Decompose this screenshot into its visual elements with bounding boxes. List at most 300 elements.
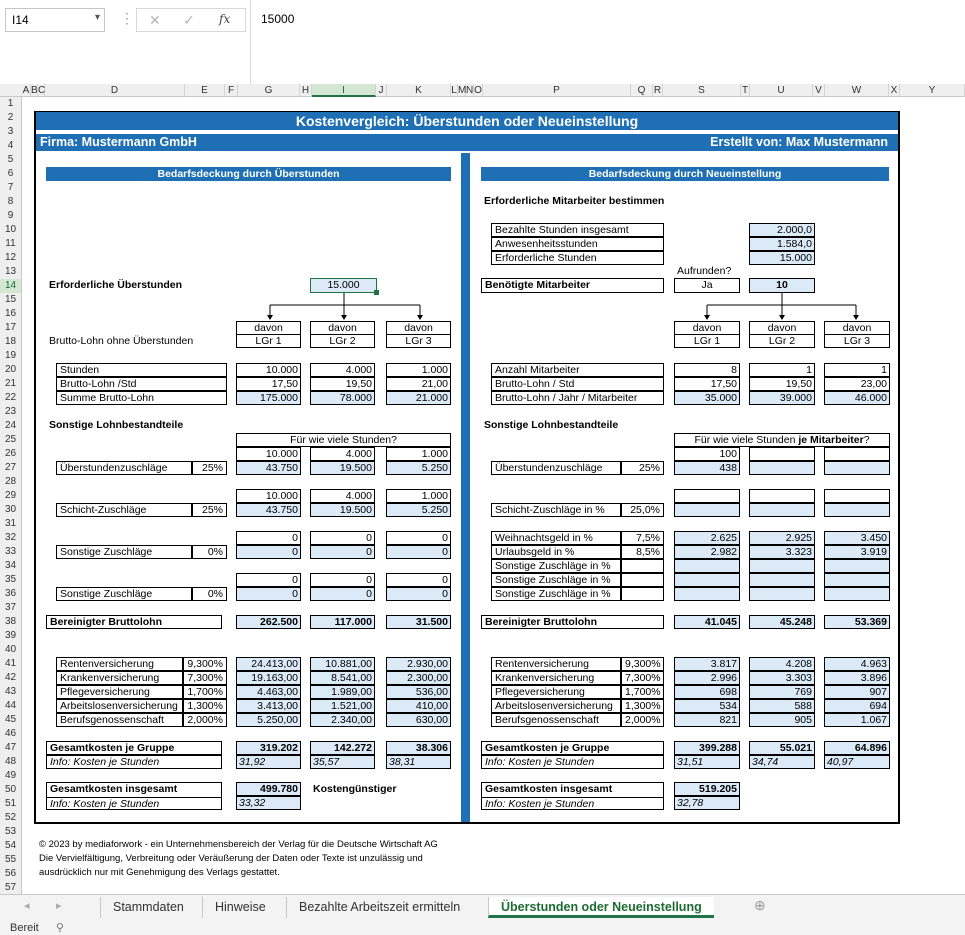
row-header-33[interactable]: 33 (4, 546, 17, 557)
row-header-28[interactable]: 28 (4, 476, 17, 487)
right-extra-pct-1[interactable]: 7,5% (621, 531, 664, 545)
required-overtime-cell[interactable]: 15.000 (310, 278, 377, 293)
row-header-57[interactable]: 57 (4, 882, 17, 893)
row-header-22[interactable]: 22 (4, 392, 17, 403)
left-zuschlag-value-2-1: 43.750 (236, 503, 301, 517)
left-base-value-2-3: 21,00 (386, 377, 451, 391)
column-header-j[interactable]: J (376, 84, 387, 97)
worksheet[interactable] (22, 97, 965, 894)
column-header-l[interactable]: L (451, 85, 457, 96)
left-group-total-3: 38.306 (386, 741, 451, 755)
right-extra-value-5-3 (824, 587, 890, 601)
right-extra-pct-4[interactable] (621, 573, 664, 587)
left-insurance-value-4-2: 1.521,00 (310, 699, 375, 713)
right-extra-value-3-2 (749, 559, 815, 573)
right-insurance-value-5-1: 821 (674, 713, 740, 727)
left-group-davon-3: davon (386, 321, 451, 335)
status-text: Bereit (10, 922, 39, 934)
left-insurance-value-1-3: 2.930,00 (386, 657, 451, 671)
left-base-label-3: Summe Brutto-Lohn (56, 391, 227, 405)
right-extra-value-1-3: 3.450 (824, 531, 890, 545)
right-group-info-1: 31,51 (674, 755, 740, 769)
row-header-24[interactable]: 24 (4, 420, 17, 431)
left-zuschlag-label-2: Schicht-Zuschläge (56, 503, 192, 517)
left-zuschlag-value-4-1: 0 (236, 587, 301, 601)
left-group-name-1: LGr 1 (236, 334, 301, 348)
row-header-46[interactable]: 46 (4, 728, 17, 739)
right-ueber-pct[interactable]: 25% (621, 461, 664, 475)
required-overtime-label: Erforderliche Überstunden (49, 279, 183, 291)
right-insurance-value-4-3: 694 (824, 699, 890, 713)
right-insurance-label-5: Berufsgenossenschaft (491, 713, 621, 727)
row-header-52[interactable]: 52 (4, 812, 17, 823)
right-extra-pct-3[interactable] (621, 559, 664, 573)
left-zuschlag-value-3-3: 0 (386, 545, 451, 559)
right-total-info-label: Info: Kosten je Stunden (482, 797, 663, 811)
right-calc-label-1: Bezahlte Stunden insgesamt (491, 223, 664, 237)
column-header-u[interactable]: U (750, 84, 813, 97)
right-total-info-value: 32,78 (674, 796, 740, 810)
column-header-r[interactable]: R (653, 85, 662, 96)
right-extra-pct-2[interactable]: 8,5% (621, 545, 664, 559)
row-header-10[interactable]: 10 (4, 224, 17, 235)
row-header-16[interactable]: 16 (4, 308, 17, 319)
row-header-1[interactable]: 1 (7, 98, 14, 109)
copyright-line-2: Die Vervielfältigung, Verbreitung oder Veräußerung der Daten oder Texte ist unzulässig und (39, 853, 423, 864)
left-insurance-value-2-1: 19.163,00 (236, 671, 301, 685)
right-group-info-3: 40,97 (824, 755, 890, 769)
left-total-box (46, 782, 222, 810)
left-zuschlag-hours-4-1: 0 (236, 573, 301, 587)
left-zuschlag-value-2-2: 19.500 (310, 503, 375, 517)
formula-tools (136, 8, 246, 32)
column-header-o[interactable]: O (474, 85, 482, 96)
left-total-info-label: Info: Kosten je Stunden (47, 797, 221, 811)
right-extra-value-2-3: 3.919 (824, 545, 890, 559)
left-zuschlag-hours-3-2: 0 (310, 531, 375, 545)
row-header-19[interactable]: 19 (4, 350, 17, 361)
row-header-48[interactable]: 48 (4, 756, 17, 767)
tab-ueberstunden-neueinstellung[interactable]: Überstunden oder Neueinstellung (488, 897, 714, 918)
column-header-t[interactable]: T (741, 85, 749, 96)
right-insurance-label-1: Rentenversicherung (491, 657, 621, 671)
row-header-27[interactable]: 27 (4, 462, 17, 473)
column-header-m[interactable]: M (458, 85, 467, 96)
row-header-44[interactable]: 44 (4, 700, 17, 711)
right-insurance-pct-4[interactable]: 1,300% (621, 699, 664, 713)
right-base-label-2: Brutto-Lohn / Std (491, 377, 664, 391)
tab-stammdaten[interactable]: Stammdaten (100, 897, 196, 918)
right-adjusted-gross-value-1: 41.045 (674, 615, 740, 629)
left-zuschlag-hours-2-3: 1.000 (386, 489, 451, 503)
column-header-d[interactable]: D (45, 84, 185, 97)
right-group-total-label: Gesamtkosten je Gruppe (481, 741, 664, 755)
left-group-info-label: Info: Kosten je Stunden (46, 755, 222, 769)
right-calc-label-2: Anwesenheitsstunden (491, 237, 664, 251)
column-header-s[interactable]: S (663, 84, 741, 97)
left-insurance-pct-3[interactable]: 1,700% (183, 685, 227, 699)
left-zuschlag-hours-4-3: 0 (386, 573, 451, 587)
left-insurance-value-1-2: 10.881,00 (310, 657, 375, 671)
right-schicht-hours-2 (749, 489, 815, 503)
right-calc-label-3: Erforderliche Stunden (491, 251, 664, 265)
row-header-54[interactable]: 54 (4, 840, 17, 851)
right-group-name-1: LGr 1 (674, 334, 740, 348)
row-header-42[interactable]: 42 (4, 672, 17, 683)
left-base-value-2-2: 19,50 (310, 377, 375, 391)
right-adjusted-gross-value-2: 45.248 (749, 615, 815, 629)
row-header-8[interactable]: 8 (7, 196, 14, 207)
row-header-35[interactable]: 35 (4, 574, 17, 585)
column-header-v[interactable]: V (813, 84, 825, 97)
hours-header-part1: Für wie viele Stunden (694, 434, 799, 446)
left-insurance-pct-2[interactable]: 7,300% (183, 671, 227, 685)
add-sheet-icon[interactable]: ⊕ (754, 897, 766, 913)
left-zuschlag-pct-2[interactable]: 25% (192, 503, 227, 517)
column-header-e[interactable]: E (185, 84, 225, 97)
right-insurance-label-4: Arbeitslosenversicherung (491, 699, 621, 713)
right-total-value: 519.205 (674, 782, 740, 796)
right-extra-value-4-1 (674, 573, 740, 587)
column-header-c[interactable]: C (38, 85, 46, 96)
row-header-9[interactable]: 9 (7, 210, 14, 221)
left-insurance-value-3-3: 536,00 (386, 685, 451, 699)
left-zuschlag-value-1-3: 5.250 (386, 461, 451, 475)
right-base-value-2-2: 19,50 (749, 377, 815, 391)
column-header-f[interactable]: F (225, 84, 238, 97)
right-other-components-title: Sonstige Lohnbestandteile (484, 419, 619, 431)
left-zuschlag-pct-4[interactable]: 0% (192, 587, 227, 601)
left-insurance-value-4-3: 410,00 (386, 699, 451, 713)
left-adjusted-gross-value-3: 31.500 (386, 615, 451, 629)
left-insurance-pct-1[interactable]: 9,300% (183, 657, 227, 671)
company-bar (36, 134, 898, 151)
right-extra-value-4-3 (824, 573, 890, 587)
left-insurance-value-5-2: 2.340,00 (310, 713, 375, 727)
row-header-30[interactable]: 30 (4, 504, 17, 515)
row-header-13[interactable]: 13 (4, 266, 17, 277)
left-group-total-1: 319.202 (236, 741, 301, 755)
right-extra-pct-5[interactable] (621, 587, 664, 601)
formula-bar (0, 0, 965, 84)
left-insurance-value-3-1: 4.463,00 (236, 685, 301, 699)
column-header-b[interactable]: B (31, 85, 38, 96)
left-insurance-value-5-1: 5.250,00 (236, 713, 301, 727)
row-header-40[interactable]: 40 (4, 644, 17, 655)
left-zuschlag-value-3-2: 0 (310, 545, 375, 559)
right-insurance-value-5-2: 905 (749, 713, 815, 727)
left-zuschlag-value-3-1: 0 (236, 545, 301, 559)
left-zuschlag-label-4: Sonstige Zuschläge (56, 587, 192, 601)
right-insurance-value-1-1: 3.817 (674, 657, 740, 671)
left-zuschlag-hours-1-1: 10.000 (236, 447, 301, 461)
right-ueber-hours-1: 100 (674, 447, 740, 461)
hours-header-part3: ? (863, 434, 870, 446)
for-how-many-hours-per-employee-header (674, 433, 890, 447)
left-base-value-3-2: 78.000 (310, 391, 375, 405)
right-insurance-pct-2[interactable]: 7,300% (621, 671, 664, 685)
column-header-a[interactable]: A (22, 85, 30, 96)
column-header-g[interactable]: G (238, 84, 300, 97)
right-extra-value-1-1: 2.625 (674, 531, 740, 545)
right-extra-value-4-2 (749, 573, 815, 587)
brutto-without-overtime-label: Brutto-Lohn ohne Überstunden (49, 335, 194, 347)
right-ueber-hours-2 (749, 447, 815, 461)
right-insurance-value-4-2: 588 (749, 699, 815, 713)
accessibility-icon[interactable]: ⚲ (55, 922, 64, 934)
left-insurance-value-1-1: 24.413,00 (236, 657, 301, 671)
row-header-7[interactable]: 7 (7, 182, 14, 193)
left-insurance-label-2: Krankenversicherung (56, 671, 183, 685)
row-header-39[interactable]: 39 (4, 630, 17, 641)
row-header-17[interactable]: 17 (4, 322, 17, 333)
right-adjusted-gross-value-3: 53.369 (824, 615, 890, 629)
left-insurance-value-3-2: 1.989,00 (310, 685, 375, 699)
right-group-info-label: Info: Kosten je Stunden (481, 755, 664, 769)
formula-value: 15000 (261, 12, 295, 26)
sheet-tabs (0, 894, 965, 919)
row-header-43[interactable]: 43 (4, 686, 17, 697)
left-zuschlag-hours-1-2: 4.000 (310, 447, 375, 461)
column-header-x[interactable]: X (889, 84, 900, 97)
left-insurance-label-1: Rentenversicherung (56, 657, 183, 671)
right-base-value-1-3: 1 (824, 363, 890, 377)
right-insurance-value-1-2: 4.208 (749, 657, 815, 671)
left-zuschlag-hours-3-1: 0 (236, 531, 301, 545)
right-insurance-value-3-2: 769 (749, 685, 815, 699)
section-divider (461, 153, 470, 822)
right-insurance-label-3: Pflegeversicherung (491, 685, 621, 699)
needed-employees-box (481, 278, 664, 293)
right-insurance-value-2-1: 2.996 (674, 671, 740, 685)
right-extra-label-5: Sonstige Zuschläge in % (491, 587, 621, 601)
row-header-12[interactable]: 12 (4, 252, 17, 263)
left-group-info-3: 38,31 (386, 755, 451, 769)
column-header-w[interactable]: W (825, 84, 889, 97)
left-insurance-pct-4[interactable]: 1,300% (183, 699, 227, 713)
right-base-label-1: Anzahl Mitarbeiter (491, 363, 664, 377)
right-extra-value-5-2 (749, 587, 815, 601)
right-ueber-value-1: 438 (674, 461, 740, 475)
right-base-value-3-2: 39.000 (749, 391, 815, 405)
left-adjusted-gross-value-1: 262.500 (236, 615, 301, 629)
left-zuschlag-pct-3[interactable]: 0% (192, 545, 227, 559)
left-base-label-2: Brutto-Lohn /Std (56, 377, 227, 391)
right-group-total-3: 64.896 (824, 741, 890, 755)
status-bar (0, 919, 965, 935)
left-base-value-1-1: 10.000 (236, 363, 301, 377)
left-adjusted-gross-label: Bereinigter Bruttolohn (46, 615, 222, 629)
row-header-34[interactable]: 34 (4, 560, 17, 571)
insert-function-icon[interactable]: fx (219, 12, 231, 26)
column-header-k[interactable]: K (387, 84, 451, 97)
copyright-line-1: © 2023 by mediaforwork - ein Unternehmensbereich der Verlag für die Deutsche Wirtschaft AG (39, 839, 438, 850)
needed-employees-label: Benötigte Mitarbeiter (485, 279, 591, 291)
row-header-49[interactable]: 49 (4, 770, 17, 781)
left-zuschlag-hours-1-3: 1.000 (386, 447, 451, 461)
left-insurance-label-3: Pflegeversicherung (56, 685, 183, 699)
needed-employees-value: 10 (749, 278, 815, 293)
row-header-21[interactable]: 21 (4, 378, 17, 389)
row-headers (0, 97, 22, 894)
left-group-info-2: 35,57 (310, 755, 375, 769)
left-insurance-value-2-3: 2.300,00 (386, 671, 451, 685)
tab-bezahlte-arbeitszeit[interactable]: Bezahlte Arbeitszeit ermitteln (286, 897, 472, 918)
left-group-total-2: 142.272 (310, 741, 375, 755)
row-header-23[interactable]: 23 (4, 406, 17, 417)
left-section-header: Bedarfsdeckung durch Überstunden (46, 167, 451, 181)
row-header-37[interactable]: 37 (4, 602, 17, 613)
right-insurance-value-1-3: 4.963 (824, 657, 890, 671)
row-header-36[interactable]: 36 (4, 588, 17, 599)
left-base-value-2-1: 17,50 (236, 377, 301, 391)
tab-hinweise[interactable]: Hinweise (202, 897, 278, 918)
row-header-5[interactable]: 5 (7, 154, 14, 165)
right-extra-value-5-1 (674, 587, 740, 601)
right-group-davon-2: davon (749, 321, 815, 335)
right-group-davon-1: davon (674, 321, 740, 335)
right-extra-label-1: Weihnachtsgeld in % (491, 531, 621, 545)
right-total-label: Gesamtkosten insgesamt (485, 783, 613, 795)
left-insurance-pct-5[interactable]: 2,000% (183, 713, 227, 727)
right-schicht-label: Schicht-Zuschläge in % (491, 503, 621, 517)
column-header-p[interactable]: P (483, 84, 631, 97)
left-zuschlag-value-4-3: 0 (386, 587, 451, 601)
right-ueber-value-2 (749, 461, 815, 475)
column-header-q[interactable]: Q (631, 84, 653, 97)
right-schicht-hours-3 (824, 489, 890, 503)
left-zuschlag-pct-1[interactable]: 25% (192, 461, 227, 475)
chevron-down-icon[interactable]: ▾ (94, 12, 100, 23)
row-header-20[interactable]: 20 (4, 364, 17, 375)
round-up-label: Aufrunden? (677, 265, 732, 277)
left-insurance-label-4: Arbeitslosenversicherung (56, 699, 183, 713)
row-header-32[interactable]: 32 (4, 532, 17, 543)
formula-input[interactable] (250, 0, 965, 84)
left-zuschlag-value-1-1: 43.750 (236, 461, 301, 475)
row-header-31[interactable]: 31 (4, 518, 17, 529)
cancel-icon[interactable]: ✕ (149, 12, 161, 28)
right-extra-value-2-1: 2.982 (674, 545, 740, 559)
row-header-3[interactable]: 3 (7, 126, 14, 137)
cheaper-label: Kostengünstiger (313, 783, 397, 795)
right-group-total-2: 55.021 (749, 741, 815, 755)
right-schicht-value-2 (749, 503, 815, 517)
right-group-davon-3: davon (824, 321, 890, 335)
row-header-50[interactable]: 50 (4, 784, 17, 795)
right-insurance-value-3-3: 907 (824, 685, 890, 699)
column-header-i[interactable]: I (312, 84, 376, 97)
row-header-38[interactable]: 38 (4, 616, 17, 627)
row-header-29[interactable]: 29 (4, 490, 17, 501)
right-insurance-pct-5[interactable]: 2,000% (621, 713, 664, 727)
left-insurance-value-2-2: 8.541,00 (310, 671, 375, 685)
right-extra-label-4: Sonstige Zuschläge in % (491, 573, 621, 587)
left-zuschlag-hours-2-2: 4.000 (310, 489, 375, 503)
right-base-value-2-1: 17,50 (674, 377, 740, 391)
right-distribution-arrows (662, 293, 902, 323)
column-header-y[interactable]: Y (900, 84, 965, 97)
right-base-value-1-2: 1 (749, 363, 815, 377)
left-zuschlag-value-1-2: 19.500 (310, 461, 375, 475)
right-insurance-label-2: Krankenversicherung (491, 671, 621, 685)
row-header-55[interactable]: 55 (4, 854, 17, 865)
right-calc-value-1: 2.000,0 (749, 223, 815, 237)
row-header-25[interactable]: 25 (4, 434, 17, 445)
for-how-many-hours-header: Für wie viele Stunden? (236, 433, 451, 447)
row-header-4[interactable]: 4 (7, 140, 14, 151)
name-box[interactable] (5, 8, 105, 32)
right-extra-value-3-1 (674, 559, 740, 573)
left-zuschlag-value-2-3: 5.250 (386, 503, 451, 517)
scroll-right-icon[interactable]: ▸ (56, 900, 62, 912)
right-calc-value-3: 15.000 (749, 251, 815, 265)
left-insurance-value-5-3: 630,00 (386, 713, 451, 727)
column-headers (0, 84, 965, 97)
row-header-6[interactable]: 6 (7, 168, 14, 179)
required-employees-title: Erforderliche Mitarbeiter bestimmen (484, 195, 665, 207)
row-header-47[interactable]: 47 (4, 742, 17, 753)
page-title: Kostenvergleich: Überstunden oder Neueinstellung (36, 112, 898, 130)
left-group-name-3: LGr 3 (386, 334, 451, 348)
right-insurance-value-2-3: 3.896 (824, 671, 890, 685)
row-header-56[interactable]: 56 (4, 868, 17, 879)
row-header-15[interactable]: 15 (4, 294, 17, 305)
right-base-label-3: Brutto-Lohn / Jahr / Mitarbeiter (491, 391, 664, 405)
left-base-label-1: Stunden (56, 363, 227, 377)
right-base-value-3-3: 46.000 (824, 391, 890, 405)
left-zuschlag-value-4-2: 0 (310, 587, 375, 601)
right-group-total-1: 399.288 (674, 741, 740, 755)
left-insurance-value-4-1: 3.413,00 (236, 699, 301, 713)
row-header-53[interactable]: 53 (4, 826, 17, 837)
right-ueber-value-3 (824, 461, 890, 475)
left-group-davon-1: davon (236, 321, 301, 335)
left-total-info-value: 33,32 (236, 796, 301, 810)
row-header-51[interactable]: 51 (4, 798, 17, 809)
row-header-2[interactable]: 2 (7, 112, 14, 123)
row-header-45[interactable]: 45 (4, 714, 17, 725)
round-up-select[interactable]: Ja (674, 278, 740, 293)
row-header-41[interactable]: 41 (4, 658, 17, 669)
right-insurance-pct-3[interactable]: 1,700% (621, 685, 664, 699)
scroll-left-icon[interactable]: ◂ (24, 900, 30, 912)
hours-header-part2: je Mitarbeiter (798, 434, 864, 446)
confirm-icon[interactable]: ✓ (183, 12, 195, 28)
right-adjusted-gross-label: Bereinigter Bruttolohn (481, 615, 664, 629)
right-schicht-value-1 (674, 503, 740, 517)
right-schicht-pct[interactable]: 25,0% (621, 503, 664, 517)
left-insurance-label-5: Berufsgenossenschaft (56, 713, 183, 727)
left-group-name-2: LGr 2 (310, 334, 375, 348)
column-header-n[interactable]: N (466, 85, 474, 96)
left-group-davon-2: davon (310, 321, 375, 335)
row-header-26[interactable]: 26 (4, 448, 17, 459)
right-base-value-2-3: 23,00 (824, 377, 890, 391)
row-header-18[interactable]: 18 (4, 336, 17, 347)
left-group-info-1: 31,92 (236, 755, 301, 769)
left-base-value-3-3: 21.000 (386, 391, 451, 405)
right-extra-label-3: Sonstige Zuschläge in % (491, 559, 621, 573)
row-header-14[interactable]: 14 (0, 279, 21, 293)
copyright-line-3: ausdrücklich nur mit Genehmigung des Verlags gestattet. (39, 867, 280, 878)
row-header-11[interactable]: 11 (5, 238, 16, 249)
right-extra-value-3-3 (824, 559, 890, 573)
right-calc-value-2: 1.584,0 (749, 237, 815, 251)
column-header-h[interactable]: H (300, 84, 312, 97)
company-name: Firma: Mustermann GmbH (40, 135, 197, 149)
right-insurance-pct-1[interactable]: 9,300% (621, 657, 664, 671)
